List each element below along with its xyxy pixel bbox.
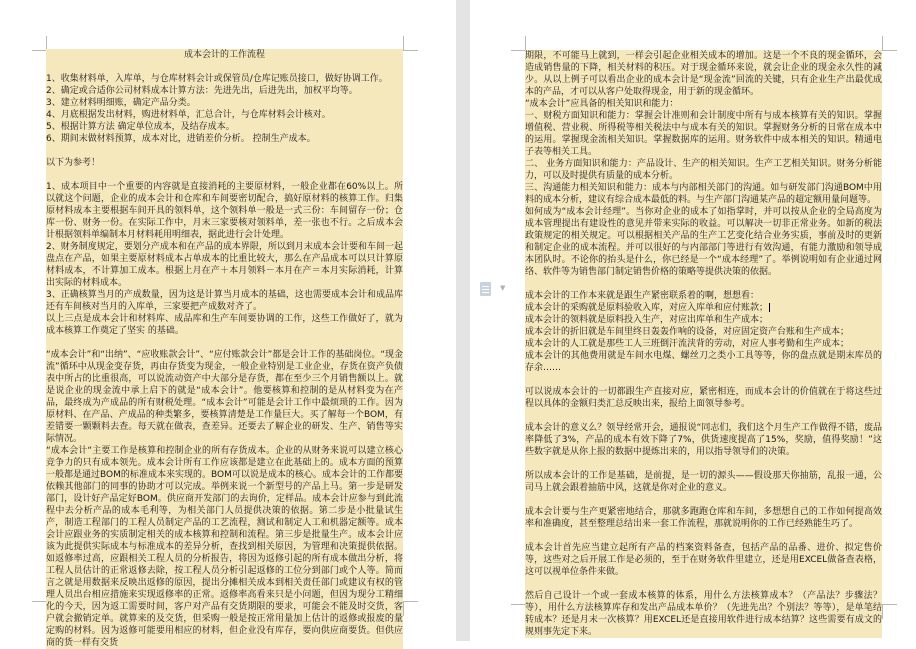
paragraph bbox=[525, 338, 882, 350]
paragraph-text: 可以说成本会计的一切都跟生产直接对应，紧密相连，而成本会计的价值就在于将这些过程以具体的金额归类汇总反映出来，报给上面领导参考。 bbox=[525, 387, 882, 409]
paragraph bbox=[525, 542, 882, 578]
blank-line bbox=[46, 337, 403, 349]
paragraph: 以下为参考！ bbox=[46, 158, 101, 168]
document-title: 成本会计的工作流程 bbox=[183, 50, 265, 60]
paragraph-text: 期限，不可能马上就到，一样会引起企业相关成本的增加。这是一个不良的现金循环，会造成销售量的下降，相关材料的积压。对于现金循环来说，就会让企业的现金永久性的减少。从以上例子可以看出企业的成本会计是“现金流”回流的关键，只有企业生产出最优成本的产品，才可以从客户处取得现金，用于新的现金循环。 bbox=[525, 51, 882, 97]
text-cursor bbox=[769, 303, 770, 312]
paragraph-text: 成本会计首先应当建立起所有产品的档案资料备查，包括产品的品番、进价、拟定售价等，这些对之后开展工作是必须的，至于在财务软件里建立，还是用EXCEL做备查表格，这可以视单位条件来做。 bbox=[525, 543, 882, 577]
paragraph bbox=[525, 326, 882, 338]
paragraph bbox=[525, 386, 882, 410]
paragraph: 3、建立材料明细账，确定产品分类。 bbox=[46, 98, 196, 108]
right-page-text[interactable] bbox=[525, 50, 882, 638]
paragraph bbox=[525, 350, 882, 374]
page-corner-mark bbox=[32, 601, 47, 616]
paragraph: 2、财务制度规定，要划分产成本和在产品的成本界限，所以到月末成本会计要和车间一起盘点在产品，如果主要原材料成本占单成本的比重比较大，那么在产品成本可以只计算原材料成本，不计算加工成本。根据上月在产＋本月领料－本月在产＝本月实际消耗，计算出实际的材料成本。 bbox=[46, 242, 403, 288]
left-page-text[interactable] bbox=[46, 49, 403, 649]
page-divider bbox=[456, 0, 470, 641]
blank-line bbox=[525, 494, 882, 506]
paragraph-text: 所以成本会计的工作是基础，是前提，是一切的源头——假设那天你抽筋，乱报一通，公司马上就会跟着抽筋中风，这就是你对企业的意义。 bbox=[525, 471, 882, 493]
page-corner-mark bbox=[32, 36, 47, 51]
paragraph: 4、月底根据发出材料，购进材料单，汇总合计，与仓库材料会计核对。 bbox=[46, 110, 331, 120]
paragraph-text: 成本会计的人工就是那些工人三班倒汗流浃背的劳动，对应人事考勤和生产成本； bbox=[525, 339, 850, 349]
paragraph bbox=[525, 110, 882, 158]
paragraph-text: 然后自己设计一个或一套成本核算的体系，用什么方法核算成本？（产品法？步骤法？等），用什么方法核算库存和发出产品成本单价？（先进先出？个别法？等等），是单笔结转成本？还是月末一次核算？用EXCEL还是直接用软件进行成本结算？这些需要有成文的规则事先定下来。 bbox=[525, 591, 882, 637]
paragraph-text: 成本会计的领料就是原料投入生产，对应出库单和生产成本； bbox=[525, 315, 769, 325]
paragraph-text: 二、 业务方面知识和能力：产品设计、生产的相关知识。生产工艺相关知识。财务分析能力，可以及时提供有质量的成本分析。 bbox=[525, 159, 882, 181]
paragraph bbox=[525, 422, 882, 458]
paragraph: 3、正确核算当月的产成数量，因为这是计算当月成本的基础，这也需要成本会计和成品库还有车间核对当月的入库单，三家要把产成数对齐了。 bbox=[46, 290, 403, 312]
paragraph bbox=[525, 290, 882, 302]
paragraph: “成本会计“主要工作是核算和控制企业的所有存货成本。企业的从财务来说可以建立核心竞争力的只有成本领先。成本会计所有工作应该都是建立在此基础上的。成本方面的预算一般都是通过BOM的标准成本来实现的。BOM可以说是成本的核心。成本会计的工作都要依赖其他部门的同事的协助才可以完成。举例来说一个新型号的产品上马。第一步是研发部门，设计好产品定好BOM。供应商开发部门的去询价，定样品。成本会计应参与到此流程中去分析产品的成本毛利等，为相关部门人员提供决策的依据。第二步是小批量试生产，制造工程部门的工程人员制定产品的工艺流程，测试和制定人工和机器定额等。成本会计应跟业务的实质制定相关的成本核算和控制和流程。第三步是批量生产。成本会计应该为此提供实际成本与标准成本的差异分析，查找到相关原因，为管理和决策提供依据。如返修率过高，应跟相关工程人员的分析报告，将因为返修引起的所有成本做出分析，将工程人员估计的正常返修去除，按工程人员分析引起返修的工位分到部门或个人等。简而言之就是用数据来反映出返修的原因，提出分摊相关成本到相关责任部门或建议有权的管理人员出台相应措施来实现返修率的正常。返修率高看来只是小问题，但因为现分工精细化的今天，因为返工需要时间，客户对产品有交货期限的要求，可能会不能及时交货，客户就会撤销定单。就算来的及交货，但采购一般是按正常用量加上估计的返修或报废的量定购的材料。因为返修可能要用相应的材料，但企业没有库存，要向供应商要货。但供应商的货一样有交货 bbox=[46, 446, 403, 648]
paragraph bbox=[525, 302, 882, 314]
page-corner-mark bbox=[403, 601, 418, 616]
blank-line bbox=[525, 278, 882, 290]
paragraph-text: “成本会计”应具备的相关知识和能力： bbox=[525, 99, 679, 109]
paragraph bbox=[525, 506, 882, 530]
blank-line bbox=[46, 61, 403, 73]
blank-line bbox=[46, 145, 403, 157]
paragraph bbox=[525, 50, 882, 98]
paragraph-text: 成本会计的采购就是原料验收入库，对应入库单和应付账款； bbox=[525, 303, 769, 313]
blank-line bbox=[525, 530, 882, 542]
paragraph-text: 成本会计的意义么？领导经常开会，通报说“同志们，我们这个月生产工作做得不错，废品率降低了3%，产品的成本有效下降了7%，供货速度提高了15%，奖励，值得奖励！”这些数字就是从你上报的数据中提炼出来的，用以指导领导们的决策。 bbox=[525, 423, 882, 457]
blank-line bbox=[46, 169, 403, 181]
paragraph bbox=[525, 470, 882, 494]
paragraph-text: 成本会计要与生产更紧密地结合，那就多跑跑仓库和车间，多想想自己的工作如何提高效率和准确度，甚至整理总结出来一套工作流程，那就说明你的工作已经熟能生巧了。 bbox=[525, 507, 882, 529]
paragraph bbox=[525, 158, 882, 182]
blank-line bbox=[525, 374, 882, 386]
paragraph-text: 三、沟通能力相关知识和能力：成本与内部相关部门的沟通。如与研发部门沟通BOM中用料的成本分析，建议有综合成本最低的料。与生产部门沟通某产品的超定额用量问题等。 bbox=[525, 183, 882, 205]
paragraph-text: 成本会计的工作本来就是跟生产紧密联系着的啊，想想看： bbox=[525, 291, 760, 301]
paragraph-text: 成本会计的折旧就是车间里终日轰轰作响的设备，对应固定资产台账和生产成本； bbox=[525, 327, 850, 337]
paragraph bbox=[525, 314, 882, 326]
paragraph: 1、成本项目中一个重要的内容就是直接消耗的主要原材料，一般企业都在60%以上。所以就这个问题，企业的成本会计和仓库和车间要密切配合，搞好原材料的核算工作。归集原材料成本主要根据车间开具的领料单，这个领料单一般是一式三份：车间留存一份；仓库一份、财务一份。在实际工作中，月末三家要核对领料单，差一张也不行。之后成本会计根据领料单编制本月材料耗用明细表，据此进行会计处理。 bbox=[46, 182, 403, 240]
chevron-down-icon[interactable]: ▼ bbox=[500, 284, 506, 292]
page-corner-mark bbox=[511, 36, 526, 51]
page-corner-mark bbox=[403, 36, 418, 51]
paragraph: 6、期间末做材料预算，成本对比，进销差价分析。 控制生产成本。 bbox=[46, 134, 316, 144]
paragraph bbox=[525, 182, 882, 206]
paragraph: 5、根据计算方法 确定单位成本，及结存成本。 bbox=[46, 122, 235, 132]
blank-line bbox=[525, 410, 882, 422]
paragraph-text: 成本会计的其他费用就是车间水电煤、螺丝刀之类小工具等等，你的盘点就是期末库员的存余…… bbox=[525, 351, 882, 373]
blank-line bbox=[525, 458, 882, 470]
page-corner-mark bbox=[882, 604, 897, 619]
paragraph: 2、确定或合适你公司材料成本计算方法：先进先出，后进先出，加权平均等。 bbox=[46, 86, 358, 96]
paragraph bbox=[525, 590, 882, 638]
document-icon[interactable] bbox=[480, 282, 491, 296]
page-corner-mark bbox=[882, 36, 897, 51]
page-corner-mark bbox=[511, 604, 526, 619]
paragraph-text: 如何成为“成本会计经理”。当你对企业的成本了如指掌时，并可以按从企业的全局高度为成本管理提出有建设性的意见并带来实际的收益。可以解决一切非正常业务。如新的税法政策规定的相关规定。可以根据相关产品的生产工艺变化结合业务实质，事前及时的更新和制定企业的成本流程。并可以很好的与内部部门等进行有效沟通，有能力激励和领导成本团队时。不论你的抬头是什么，你已经是一个“成本经理”了。举例说明如有企业通过网络、软件等为销售部门制定销售价格的策略等提供决策的依据。 bbox=[525, 207, 882, 277]
paragraph-text: 一、财税方面知识和能力：掌握会计准则和会计制度中所有与成本核算有关的知识。掌握增值税、营业税、所得税等相关税法中与成本有关的知识。掌握财务分析的日常在成本中的运用。掌握现金流相关知识。掌握数据库的运用。财务软件中成本相关的知识。精通电子表等相关工具。 bbox=[525, 111, 882, 157]
blank-line bbox=[525, 578, 882, 590]
paragraph bbox=[525, 206, 882, 278]
paragraph bbox=[525, 98, 882, 110]
paragraph: “成本会计”和“出纳”、“应收账款会计”、“应付账款会计”都是会计工作的基础岗位。“现金流”循环中从现金变存货，再由存货变为现金，一般企业特别是工业企业，存货在资产负债表中所占的比重很高，可以说流动资产中大部分是存货，都在至少三个月销售额以上。就是说企业的现金流中承上启下的就是“成本会计”。他要核算和控制的是从材料变为在产品，最终成为产成品的所有财税处理。“成本会计”可能是会计工作中最烦琐的工作。因为原材料、在产品、产成品的种类繁多，要核算清楚是工作量巨大。买了解每一个BOM，有差错要一颗颗料去查。每天就在做表，查差异。还要去了解企业的研发、生产、销售等实际情况。 bbox=[46, 350, 403, 444]
paragraph: 1、收集材料单，入库单，与仓库材料会计或保管员/仓库记账员接口，做好协调工作。 bbox=[46, 74, 388, 84]
paragraph: 以上三点是成本会计和材料库、成品库和生产车间要协调的工作，这些工作做好了，就为成本核算工作奠定了坚实 的基础。 bbox=[46, 314, 403, 336]
